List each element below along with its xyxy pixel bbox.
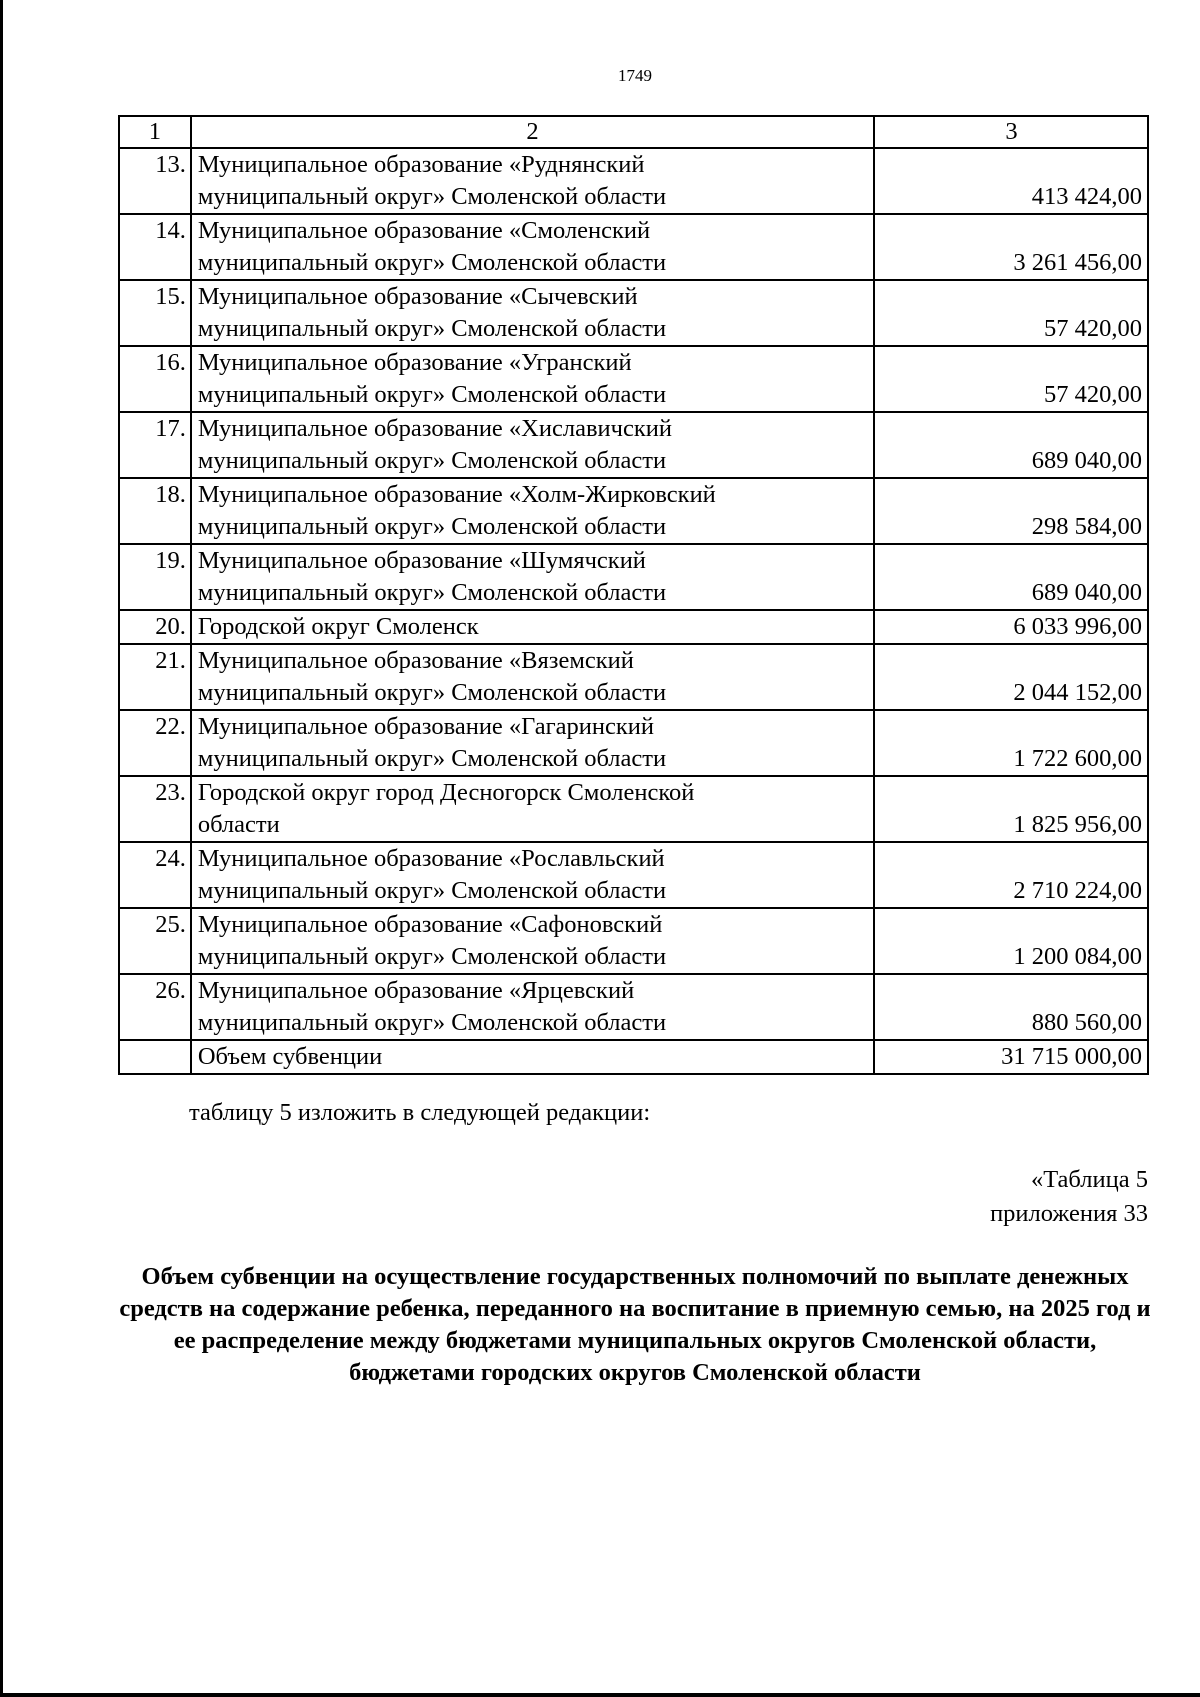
row-name-line-2: муниципальный округ» Смоленской области [197, 1009, 667, 1036]
row-name-line-1: Муниципальное образование «Руднянский [197, 151, 645, 178]
row-amount: 2 710 224,00 [874, 842, 1148, 908]
table-row [119, 644, 1148, 710]
row-name [191, 346, 874, 412]
row-amount: 6 033 996,00 [874, 610, 1148, 644]
table-row [119, 214, 1148, 280]
row-number: 13. [119, 148, 191, 214]
row-name [191, 974, 874, 1040]
row-name-line-2: муниципальный округ» Смоленской области [197, 877, 667, 904]
row-name-line-2: муниципальный округ» Смоленской области [197, 249, 667, 276]
row-name-line-1: Муниципальное образование «Смоленский [197, 217, 651, 244]
caption-line-2: приложения 33 [990, 1200, 1148, 1227]
row-name [191, 908, 874, 974]
table-caption [990, 1163, 1148, 1231]
row-number: 14. [119, 214, 191, 280]
row-name-line-1: Муниципальное образование «Ярцевский [197, 977, 635, 1004]
row-amount: 880 560,00 [874, 974, 1148, 1040]
document-title: Объем субвенции на осуществление государственных полномочий по выплате денежных средств на содержание ребенка, переданного на воспитание в приемную семью, на 2025 год и ее распределение между бюджетами муниципальных округов Смоленской области, бюджетами городских округов Смоленской области [119, 1263, 1151, 1386]
row-amount: 57 420,00 [874, 280, 1148, 346]
row-number: 26. [119, 974, 191, 1040]
table-header-row [119, 116, 1148, 148]
table-row [119, 842, 1148, 908]
row-number: 22. [119, 710, 191, 776]
row-name [191, 544, 874, 610]
row-number: 20. [119, 610, 191, 644]
page-number: 1749 [618, 66, 652, 85]
row-number: 19. [119, 544, 191, 610]
table-row [119, 544, 1148, 610]
total-number-cell [119, 1040, 191, 1074]
row-amount: 689 040,00 [874, 412, 1148, 478]
table-row [119, 974, 1148, 1040]
row-name-line-1: Муниципальное образование «Вяземский [197, 647, 634, 674]
table-row [119, 710, 1148, 776]
row-amount: 413 424,00 [874, 148, 1148, 214]
row-number: 18. [119, 478, 191, 544]
subvention-table [118, 115, 1149, 1075]
row-name-line-1: Городской округ Смоленск [197, 613, 479, 640]
instruction-text: таблицу 5 изложить в следующей редакции: [189, 1099, 651, 1126]
caption-line-1: «Таблица 5 [1030, 1166, 1148, 1193]
row-name-line-2: области [197, 811, 280, 838]
row-number: 25. [119, 908, 191, 974]
row-name-line-2: муниципальный округ» Смоленской области [197, 579, 667, 606]
total-row [119, 1040, 1148, 1074]
row-name-line-1: Муниципальное образование «Угранский [197, 349, 632, 376]
row-number: 15. [119, 280, 191, 346]
row-number: 23. [119, 776, 191, 842]
row-name-line-2: муниципальный округ» Смоленской области [197, 745, 667, 772]
total-label: Объем субвенции [191, 1040, 874, 1074]
row-amount: 3 261 456,00 [874, 214, 1148, 280]
row-number: 17. [119, 412, 191, 478]
row-name-line-2: муниципальный округ» Смоленской области [197, 447, 667, 474]
table-row [119, 908, 1148, 974]
row-name [191, 710, 874, 776]
row-name-line-1: Муниципальное образование «Гагаринский [197, 713, 654, 740]
row-name-line-2: муниципальный округ» Смоленской области [197, 679, 667, 706]
header-cell-3: 3 [874, 116, 1148, 148]
total-amount: 31 715 000,00 [874, 1040, 1148, 1074]
row-name-line-2: муниципальный округ» Смоленской области [197, 183, 667, 210]
row-amount: 57 420,00 [874, 346, 1148, 412]
row-number: 16. [119, 346, 191, 412]
row-name [191, 214, 874, 280]
row-number: 24. [119, 842, 191, 908]
row-amount: 1 825 956,00 [874, 776, 1148, 842]
row-name [191, 478, 874, 544]
table-row [119, 148, 1148, 214]
row-name-line-1: Муниципальное образование «Холм-Жирковский [197, 481, 716, 508]
table-row [119, 776, 1148, 842]
row-name [191, 280, 874, 346]
table-row [119, 346, 1148, 412]
row-name-line-1: Муниципальное образование «Шумячский [197, 547, 646, 574]
row-name-line-2: муниципальный округ» Смоленской области [197, 381, 667, 408]
scan-edge-bottom [0, 1693, 1200, 1697]
row-name [191, 644, 874, 710]
row-name-line-1: Муниципальное образование «Сафоновский [197, 911, 663, 938]
row-name [191, 412, 874, 478]
row-amount: 1 200 084,00 [874, 908, 1148, 974]
row-name-line-1: Городской округ город Десногорск Смоленской [197, 779, 695, 806]
row-name-line-1: Муниципальное образование «Хиславичский [197, 415, 672, 442]
table-row [119, 412, 1148, 478]
row-name-line-2: муниципальный округ» Смоленской области [197, 315, 667, 342]
scan-edge-left [0, 0, 3, 1697]
row-amount: 1 722 600,00 [874, 710, 1148, 776]
header-cell-2: 2 [191, 116, 874, 148]
row-name [191, 148, 874, 214]
row-name-line-2: муниципальный округ» Смоленской области [197, 513, 667, 540]
row-name [191, 842, 874, 908]
row-amount: 2 044 152,00 [874, 644, 1148, 710]
row-name [191, 610, 874, 644]
row-amount: 298 584,00 [874, 478, 1148, 544]
row-amount: 689 040,00 [874, 544, 1148, 610]
row-name-line-1: Муниципальное образование «Рославльский [197, 845, 665, 872]
row-number: 21. [119, 644, 191, 710]
table-row [119, 610, 1148, 644]
table-row [119, 478, 1148, 544]
row-name-line-2: муниципальный округ» Смоленской области [197, 943, 667, 970]
row-name-line-1: Муниципальное образование «Сычевский [197, 283, 638, 310]
table-row [119, 280, 1148, 346]
header-cell-1: 1 [119, 116, 191, 148]
row-name [191, 776, 874, 842]
